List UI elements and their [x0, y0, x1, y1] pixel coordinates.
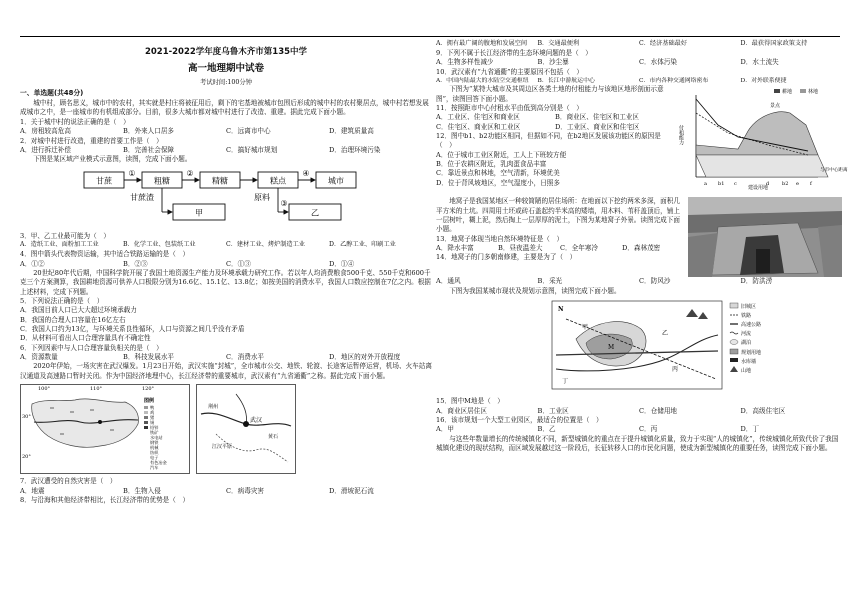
option[interactable]: B．生物入侵 — [123, 486, 161, 495]
svg-text:山地: 山地 — [741, 367, 752, 374]
flow-label-chengshi: 城市 — [328, 176, 344, 186]
question-13: 13．地窝子体现当地自然环境特征是（ ） — [436, 234, 564, 243]
svg-text:图例: 图例 — [144, 398, 155, 405]
question-2: 2．对城中村进行改造，重建的首要工作是（ ） — [20, 136, 163, 145]
map-lon-label: 120° — [142, 386, 155, 393]
flow-label-yuanliao: 原料 — [254, 192, 270, 202]
option[interactable]: D．最获得国家政策支持 — [740, 40, 808, 47]
option[interactable]: D．森林茂密 — [622, 244, 661, 253]
svg-text:丙: 丙 — [672, 365, 679, 373]
question-11: 11．按照距市中心付租水平由低到高分别是（ ） — [436, 103, 583, 112]
option[interactable]: D．乙醇工业、印刷工业 — [329, 241, 396, 249]
industry-flow-diagram — [20, 168, 432, 226]
flow-label-jingtang: 精糖 — [212, 176, 228, 186]
wuhan-region-map — [196, 384, 296, 474]
flow-label-yi: 乙 — [311, 208, 319, 218]
left-column — [20, 44, 432, 505]
city-dot — [98, 420, 102, 424]
question-4: 4．图中箭头代表物资运输，其中适合铁路运输的是（ ） — [20, 250, 190, 259]
exam-subtitle: 高一地理期中试卷 — [187, 63, 264, 75]
option[interactable]: D．位于背风坡地区，空气湿度小，日照多 — [436, 178, 560, 187]
svg-text:江汉平原: 江汉平原 — [212, 444, 233, 451]
map-lat-label: 20° — [22, 454, 31, 461]
svg-text:b1: b1 — [718, 181, 725, 188]
question-1: 1．关于城中村的说法正确的是（ ） — [20, 117, 130, 126]
arrow-num-3: ③ — [280, 198, 288, 208]
option[interactable]: A．地震 — [20, 486, 45, 495]
question-9: 9．下列不属于长江经济带的生态环境问题的是（ ） — [436, 48, 592, 57]
option[interactable]: C．经济基础最好 — [639, 40, 688, 47]
question-15: 15．图中M地是（ ） — [436, 397, 504, 406]
svg-text:铁矿: 铁矿 — [150, 430, 159, 436]
option[interactable]: A．商业区居住区 — [436, 406, 487, 415]
svg-text:电子: 电子 — [150, 455, 159, 461]
terrain-base — [696, 155, 828, 177]
option[interactable]: C．仓储用地 — [639, 406, 678, 415]
svg-text:f: f — [810, 181, 812, 188]
q11-options-row1 — [436, 113, 674, 122]
svg-text:水电站: 水电站 — [150, 435, 163, 441]
q15-options — [436, 407, 842, 416]
q3-options — [20, 241, 432, 250]
flow-label-gaodian: 糕点 — [270, 176, 286, 186]
q14-options — [436, 277, 842, 286]
yangtze-maps — [20, 384, 432, 474]
rent-questions — [436, 85, 674, 197]
svg-text:M: M — [608, 343, 615, 351]
svg-text:高速公路: 高速公路 — [741, 321, 762, 328]
option[interactable]: B．外来人口居多 — [123, 127, 175, 136]
question-8: 8．与沿海和其他经济带相比，长江经济带的优势是（ ） — [20, 495, 190, 504]
option[interactable]: C．病毒灾害 — [226, 486, 265, 495]
option[interactable]: C．市内各种交通网络密布 — [639, 77, 709, 84]
intro-passage-1: 城中村，顾名思义，城市中的农村，其实就是村庄将被征用后，剩下的宅基地被城市包围后形成的城中村的农村聚居点，城中村若想发展成城市之中，是一座城市的有机组成部分。目前，很多大城市都对城中村进行了改造、重建。据此完成下面小题。 — [20, 99, 429, 117]
svg-text:纺织: 纺织 — [150, 450, 159, 456]
svg-text:b2: b2 — [782, 181, 789, 188]
flow-label-jia: 甲 — [195, 208, 203, 218]
option[interactable]: C．丙 — [639, 425, 658, 434]
option[interactable]: A．生物多样性减少 — [436, 58, 494, 67]
option[interactable]: A．造纸工业、面粉加工工业 — [20, 241, 99, 249]
intro-passage-3: 20世纪80年代后期，中国科学院开展了我国土地资源生产能力及环境承载力研究工作。若以年人均消费粮食500千克、550千克和600千克三个方案测算，我国耕地资源可供养人口极限分别为16.6亿、15.1亿、13.8亿；如按美国的消费水平，我国人口数应控制在7亿之内。根据上述材料，完成下列题。 — [20, 268, 431, 296]
intro-passage-5: 下图为“某特大城市及其周边区各类土地的付租能力与该地区地形剖面示意图”，读图回答下面小题。 — [436, 85, 664, 103]
option[interactable]: D．滑坡泥石流 — [329, 486, 374, 495]
svg-text:丁: 丁 — [562, 377, 569, 385]
svg-text:河流: 河流 — [741, 330, 752, 337]
map-lon-label: 110° — [90, 386, 103, 393]
svg-text:与市中心距离: 与市中心距离 — [820, 168, 848, 174]
question-14: 14．地窝子的门多朝南修建，主要是为了（ ） — [436, 253, 577, 262]
exam-title: 2021-2022学年度乌鲁木齐市第135中学 — [144, 47, 308, 57]
option[interactable]: B．采光 — [537, 277, 563, 286]
q4-options — [20, 260, 432, 269]
svg-text:水库墙: 水库墙 — [741, 358, 757, 365]
svg-text:旧城区: 旧城区 — [741, 303, 757, 310]
intro-passage-6: 地窝子是我国某地区一种较简陋的居住场所：在地面以下挖约两米多深，面积几平方米的土坑。四周用土坯或砖石盖起约半米高的矮墙，用木料、苇秆盖顶后，铺上一层树叶，糊上泥，然后掏上一层厚厚的泥土，下图为某地窝子外景。读图完成下面小题。 — [436, 197, 680, 234]
svg-text:铁路: 铁路 — [741, 312, 752, 319]
option[interactable]: B．长江中游航运中心 — [537, 77, 595, 84]
city-legend — [730, 303, 761, 374]
map-lat-label: 30° — [22, 414, 31, 421]
option[interactable]: A．甲 — [436, 425, 454, 434]
option[interactable]: B．化学工业、包装纸工业 — [123, 241, 196, 249]
option[interactable]: D．工业区、商业区和住宅区 — [555, 122, 640, 131]
option[interactable]: B．乙 — [537, 425, 556, 434]
svg-text:黄石: 黄石 — [268, 434, 279, 441]
svg-text:规划用地: 规划用地 — [741, 349, 762, 356]
option[interactable]: C．水体污染 — [639, 58, 678, 67]
question-16: 16．该市规划一个大型工业园区，最适合的位置是（ ） — [436, 416, 603, 425]
option[interactable]: D．治理环境污染 — [329, 145, 381, 154]
q7-options — [20, 487, 432, 496]
svg-text:N: N — [558, 305, 564, 313]
svg-text:机械: 机械 — [150, 445, 159, 451]
right-column — [436, 40, 848, 453]
svg-text:猪: 猪 — [150, 415, 155, 421]
flow-label-cutang: 粗糖 — [154, 176, 170, 186]
q11-options-row2 — [436, 123, 674, 132]
svg-text:湖泊: 湖泊 — [741, 339, 752, 346]
question-6: 6．下列因素中与人口合理容量负相关的是（ ） — [20, 343, 163, 352]
option[interactable]: C．搞好城市规划 — [226, 145, 278, 154]
question-7: 7．武汉遭受的自然灾害是（ ） — [20, 477, 117, 486]
option[interactable]: B．交通最便利 — [537, 40, 580, 47]
option[interactable]: A．进行拆迁补偿 — [20, 145, 71, 154]
q10-options — [436, 77, 842, 85]
header-rule — [20, 36, 840, 37]
option[interactable]: B．完善社会保障 — [123, 145, 175, 154]
option[interactable]: A．位于城市工业区附近，工人上下班较方便 — [436, 150, 567, 159]
option[interactable]: D．地区的对外开放程度 — [329, 353, 401, 362]
option[interactable]: B．②③ — [123, 259, 148, 268]
svg-text:锡: 锡 — [150, 420, 155, 426]
svg-text:乙: 乙 — [662, 329, 669, 337]
svg-text:铅锌: 铅锌 — [150, 425, 159, 431]
option[interactable]: B．昼夜温差大 — [498, 244, 543, 253]
flow-label-ganzha: 甘蔗渣 — [130, 192, 154, 202]
svg-text:d: d — [766, 181, 770, 188]
svg-text:耕地: 耕地 — [782, 89, 793, 96]
flow-label-ganzhe: 甘蔗 — [96, 176, 112, 186]
option[interactable]: C．建材工业、烤炉制造工业 — [226, 241, 305, 249]
option[interactable]: D．防洪涝 — [740, 277, 773, 286]
q13-options — [436, 244, 684, 253]
svg-text:a: a — [704, 181, 707, 188]
option[interactable]: A．我国目前人口已大大超过环境承载力 — [20, 306, 137, 315]
question-3: 3．甲、乙工业最可能为（ ） — [20, 232, 110, 240]
rent-profile-diagram — [678, 85, 848, 197]
option[interactable]: D．高级住宅区 — [740, 406, 786, 415]
rent-section — [436, 85, 848, 197]
svg-text:钢铁: 钢铁 — [150, 440, 159, 446]
option[interactable]: B．商业区、住宅区和工业区 — [555, 113, 639, 122]
intro-passage-7: 下图为我国某城市现状及规划示意图，读图完成下面小题。 — [449, 286, 621, 295]
q16-options — [436, 425, 842, 434]
city-planning-map — [436, 299, 842, 391]
svg-text:鸭: 鸭 — [150, 405, 155, 411]
intro-passage-2: 下图是某区域产业模式示意图，读图，完成下面小题。 — [33, 155, 192, 164]
option[interactable]: D．建筑质量高 — [329, 127, 374, 136]
option[interactable]: A．工业区、住宅区和商业区 — [436, 113, 520, 122]
exam-time: 考试时间:100分钟 — [200, 78, 252, 86]
svg-text:有色冶金: 有色冶金 — [150, 460, 167, 466]
yangtze-economic-belt-map — [20, 384, 190, 474]
svg-text:付租能力: 付租能力 — [678, 125, 684, 146]
q9-options — [436, 58, 842, 67]
option[interactable]: C．靠近景点和林地，空气清新，环境优美 — [436, 169, 560, 178]
option[interactable]: C．我国人口约为13亿，与环境关系良性循环，人口与资源之间几乎没有矛盾 — [20, 325, 245, 334]
option[interactable]: A．①② — [20, 259, 45, 268]
diwozi-photo — [688, 197, 842, 277]
option[interactable]: C．住宅区、商业区和工业区 — [436, 122, 521, 131]
q1-options — [20, 127, 432, 136]
arrow-num-2: ② — [186, 168, 194, 178]
wuhan-dot — [243, 421, 249, 427]
diwozi-questions — [436, 197, 684, 277]
question-10: 10．武汉素有“九省通衢”的主要原因不包括（ ） — [436, 67, 584, 76]
question-12: 12．图中b1、b2功能区相同，但据如不同，在b2地区发展该功能区的原因是（ ） — [436, 132, 661, 150]
svg-text:林地: 林地 — [808, 89, 819, 96]
svg-text:e: e — [796, 181, 799, 188]
svg-text:c: c — [734, 181, 737, 188]
q2-options — [20, 146, 432, 155]
svg-text:汽车: 汽车 — [150, 465, 159, 471]
option[interactable]: D．对外联系便捷 — [740, 77, 787, 84]
option[interactable]: A．资源数量 — [20, 353, 58, 362]
option[interactable]: B．位于农耕区附近，乳肉蛋食品丰富 — [436, 160, 547, 169]
option[interactable]: C．消费水平 — [226, 353, 265, 362]
option[interactable]: C．全年寒冷 — [560, 244, 599, 253]
option[interactable]: A．降水丰富 — [436, 244, 474, 253]
option[interactable]: C．防风沙 — [639, 277, 671, 286]
svg-text:景点: 景点 — [770, 103, 781, 110]
option[interactable]: B．我国的合理人口容量在16亿左右 — [20, 315, 126, 324]
map-lon-label: 100° — [38, 386, 51, 393]
option[interactable]: B．工业区 — [537, 406, 569, 415]
arrow-num-1: ① — [128, 168, 136, 178]
option[interactable]: D．①④ — [329, 259, 355, 268]
question-5: 5．下列说法正确的是（ ） — [20, 296, 104, 305]
svg-text:鸡: 鸡 — [150, 410, 155, 416]
diwozi-section — [436, 197, 842, 277]
q8-options — [436, 40, 842, 49]
intro-passage-4: 2020年伊始，一场灾害在武汉爆发。1月23日开始，武汉实施“封城”，全市城市公交、地铁、轮渡、长途客运暂停运营，机场、火车站离汉通道及高速路口暂时关闭。作为中国经济地理中心，长江经济带的重要城市，武汉素有“九省通衢”之称。据此完成下面小题。 — [20, 362, 432, 380]
intro-passage-8: 与这些年数量增长的传统城镇化不同，新型城镇化的重点在于提升城镇化质量，致力于实现“人的城镇化”，传统城镇化所致代价了我国城镇化建设的现状结构，而区域发展越过这一阶段后，长征转移人口的市民化问题，使成为新型城镇化的重要任务，读图完成下面小题。 — [436, 434, 839, 453]
option[interactable]: A．通风 — [436, 277, 461, 286]
svg-text:荆州: 荆州 — [208, 404, 219, 411]
svg-text:武汉: 武汉 — [250, 417, 263, 425]
option[interactable]: A．房租较高危高 — [20, 127, 71, 136]
option[interactable]: D．从材料可看出人口合理容量具有不确定性 — [20, 334, 151, 343]
svg-text:建设用地: 建设用地 — [748, 185, 769, 192]
option[interactable]: C．①③ — [226, 259, 251, 268]
section-heading: 一、单选题(共48分) — [20, 89, 84, 98]
option[interactable]: B．沙尘暴 — [537, 58, 569, 67]
option[interactable]: C．远离市中心 — [226, 127, 271, 136]
arrow-num-4: ④ — [302, 168, 310, 178]
option[interactable]: D．水土流失 — [740, 58, 779, 67]
option[interactable]: B．科技发展水平 — [123, 353, 175, 362]
svg-text:甲: 甲 — [582, 323, 589, 331]
option[interactable]: A．中国内陆最大的水陆空交通枢纽 — [436, 77, 529, 84]
option[interactable]: D．丁 — [740, 425, 759, 434]
option[interactable]: A．拥有最广阔的腹地和发展空间 — [436, 40, 528, 47]
